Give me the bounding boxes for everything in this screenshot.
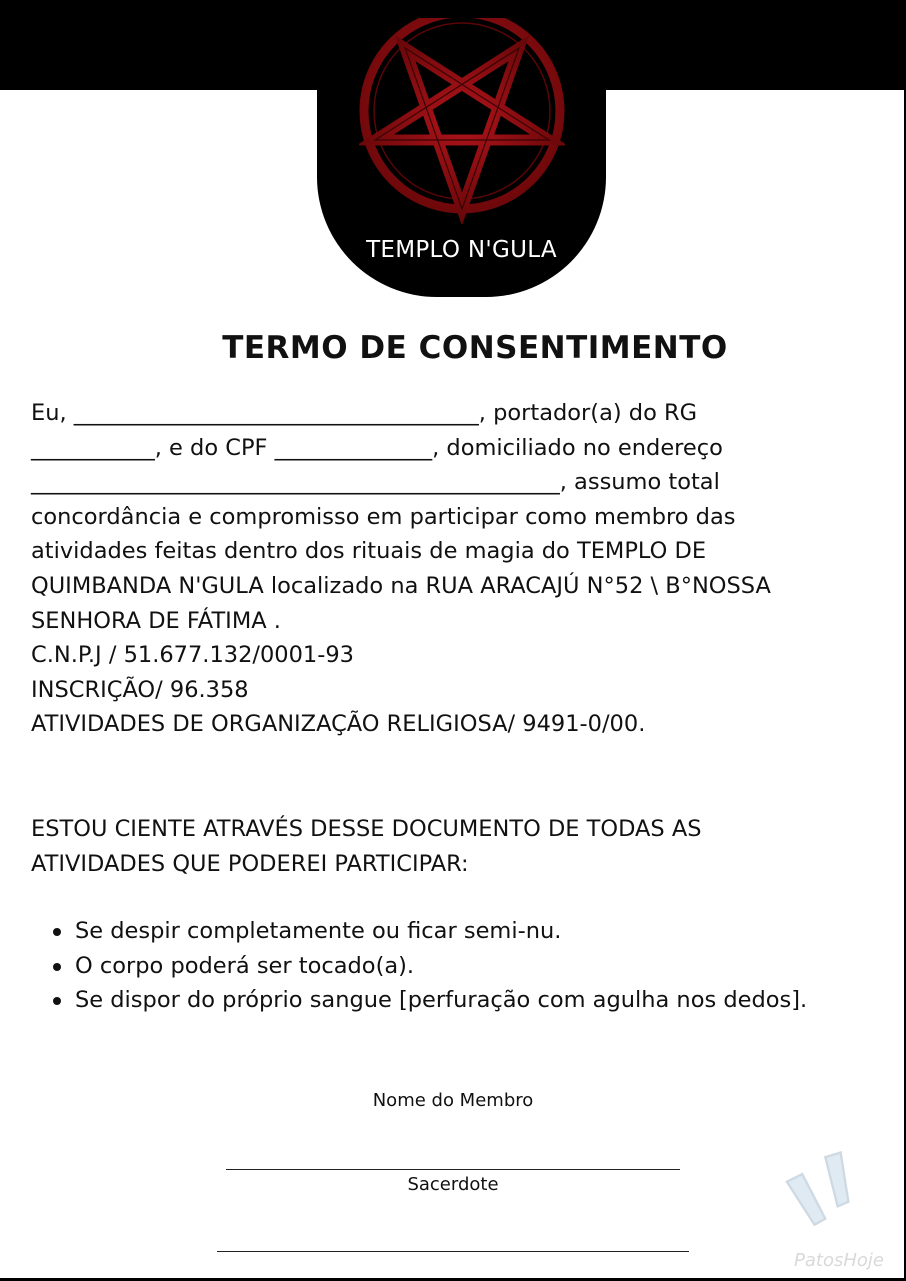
paragraph-line: ___________, e do CPF ______________, domiciliado no endereço (31, 434, 723, 461)
priest-signature-line (0, 1240, 906, 1256)
list-item: Se despir completamente ou ficar semi-nu. (31, 914, 881, 949)
list-item: Se dispor do próprio sangue [perfuração com agulha nos dedos]. (31, 983, 835, 1018)
paragraph-line: SENHORA DE FÁTIMA . (31, 607, 281, 634)
pentagram-icon (359, 18, 565, 224)
list-item: O corpo poderá ser tocado(a). (31, 949, 881, 984)
paragraph-line: Eu, ____________________________________, portador(a) do RG (31, 400, 698, 426)
paragraph-line: concordância e compromisso em participar como membro das (31, 503, 736, 530)
awareness-paragraph (31, 812, 881, 881)
watermark-text: PatosHoje (794, 1250, 884, 1271)
paragraph-line: ATIVIDADES QUE PODEREI PARTICIPAR: (31, 850, 469, 877)
temple-name: TEMPLO N'GULA (366, 237, 557, 263)
logo-badge (317, 0, 606, 297)
inscricao-line: INSCRIÇÃO/ 96.358 (31, 676, 249, 703)
paragraph-line: _______________________________________________, assumo total (31, 469, 720, 496)
atividades-line: ATIVIDADES DE ORGANIZAÇÃO RELIGIOSA/ 9491-0/00. (31, 711, 646, 738)
member-signature-line (0, 1158, 906, 1174)
document-title: TERMO DE CONSENTIMENTO (222, 330, 728, 366)
cnpj-line: C.N.P.J / 51.677.132/0001-93 (31, 642, 354, 669)
flippers-icon (778, 1151, 868, 1251)
consent-paragraph (31, 396, 881, 742)
priest-label: Sacerdote (407, 1174, 499, 1195)
member-name-label: Nome do Membro (372, 1090, 534, 1111)
paragraph-line: atividades feitas dentro dos rituais de magia do TEMPLO DE (31, 538, 707, 565)
activities-list (31, 914, 881, 1018)
paragraph-line: QUIMBANDA N'GULA localizado na RUA ARACAJÚ N°52 \ B°NOSSA (31, 572, 771, 599)
paragraph-line: ESTOU CIENTE ATRAVÉS DESSE DOCUMENTO DE TODAS AS (31, 816, 702, 842)
